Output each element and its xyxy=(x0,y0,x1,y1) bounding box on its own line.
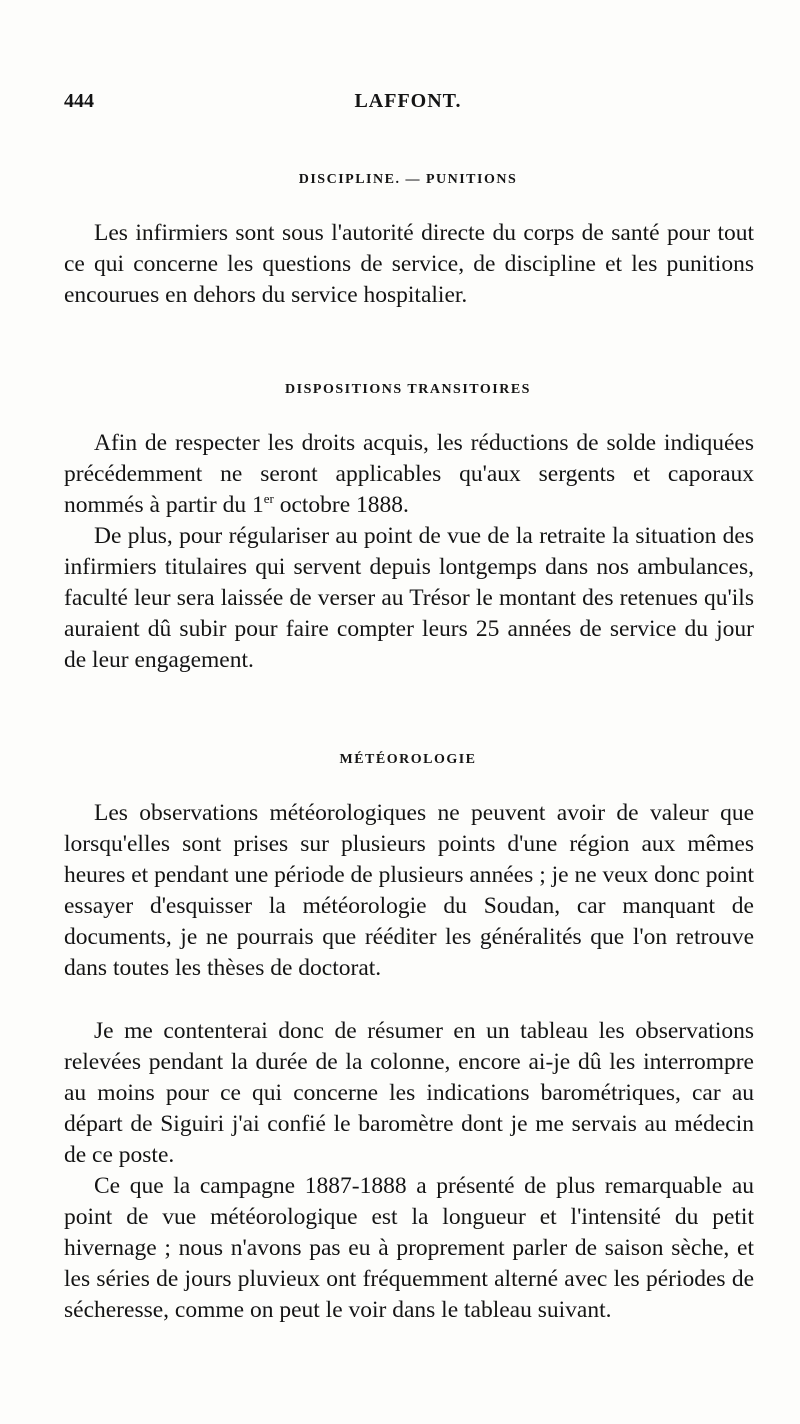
superscript: er xyxy=(263,491,274,507)
section-heading-dispositions: DISPOSITIONS TRANSITOIRES xyxy=(285,382,531,397)
section-heading-meteorologie: MÉTÉOROLOGIE xyxy=(339,752,477,767)
page-header xyxy=(64,90,752,124)
paragraph-discipline: Les infirmiers sont sous l'autorité directe du corps de santé pour tout ce qui concerne les questions de service, de discipline et les punitions encourues en dehors du service hospitalier. xyxy=(64,220,754,308)
paragraph-text: octobre 1888. xyxy=(273,492,409,518)
paragraph-dispositions-1 xyxy=(64,428,754,521)
paragraph-meteorologie-3: Ce que la campagne 1887-1888 a présenté de plus remarquable au point de vue météorologique est la longueur et l'intensité du petit hivernage ; nous n'avons pas eu à proprement parler de saison sèche, et les séries de jours pluvieux ont fréquemment alterné avec les périodes de sécheresse, comme on peut le voir dans le tableau suivant. xyxy=(64,1173,754,1323)
paragraph-meteorologie-2: Je me contenterai donc de résumer en un tableau les observations relevées pendant la durée de la colonne, encore ai-je dû les interrompre au moins pour ce qui concerne les indications barométriques, car au départ de Siguiri j'ai confié le baromètre dont je me servais au médecin de ce poste. xyxy=(64,1018,754,1168)
paragraph-meteorologie-1: Les observations météorologiques ne peuvent avoir de valeur que lorsqu'elles sont prises sur plusieurs points d'une région aux mêmes heures et pendant une période de plusieurs années ; je ne veux donc point essayer d'esquisser la météorologie du Soudan, car manquant de documents, je ne pourrais que rééditer les généralités que l'on retrouve dans toutes les thèses de doctorat. xyxy=(64,800,754,981)
paragraph-text: Afin de respecter les droits acquis, les réductions de solde indiquées précédemment ne seront applicables qu'aux sergents et caporaux nommés à partir du 1 xyxy=(64,430,754,518)
page-number: 444 xyxy=(64,90,94,112)
running-title: LAFFONT. xyxy=(354,90,462,112)
section-heading-discipline: DISCIPLINE. — PUNITIONS xyxy=(298,172,518,187)
paragraph-dispositions-2: De plus, pour régulariser au point de vue de la retraite la situation des infirmiers titulaires qui servent depuis lontgemps dans nos ambulances, faculté leur sera laissée de verser au Trésor le montant des retenues qu'ils auraient dû subir pour faire compter leurs 25 années de service du jour de leur engagement. xyxy=(64,523,754,673)
